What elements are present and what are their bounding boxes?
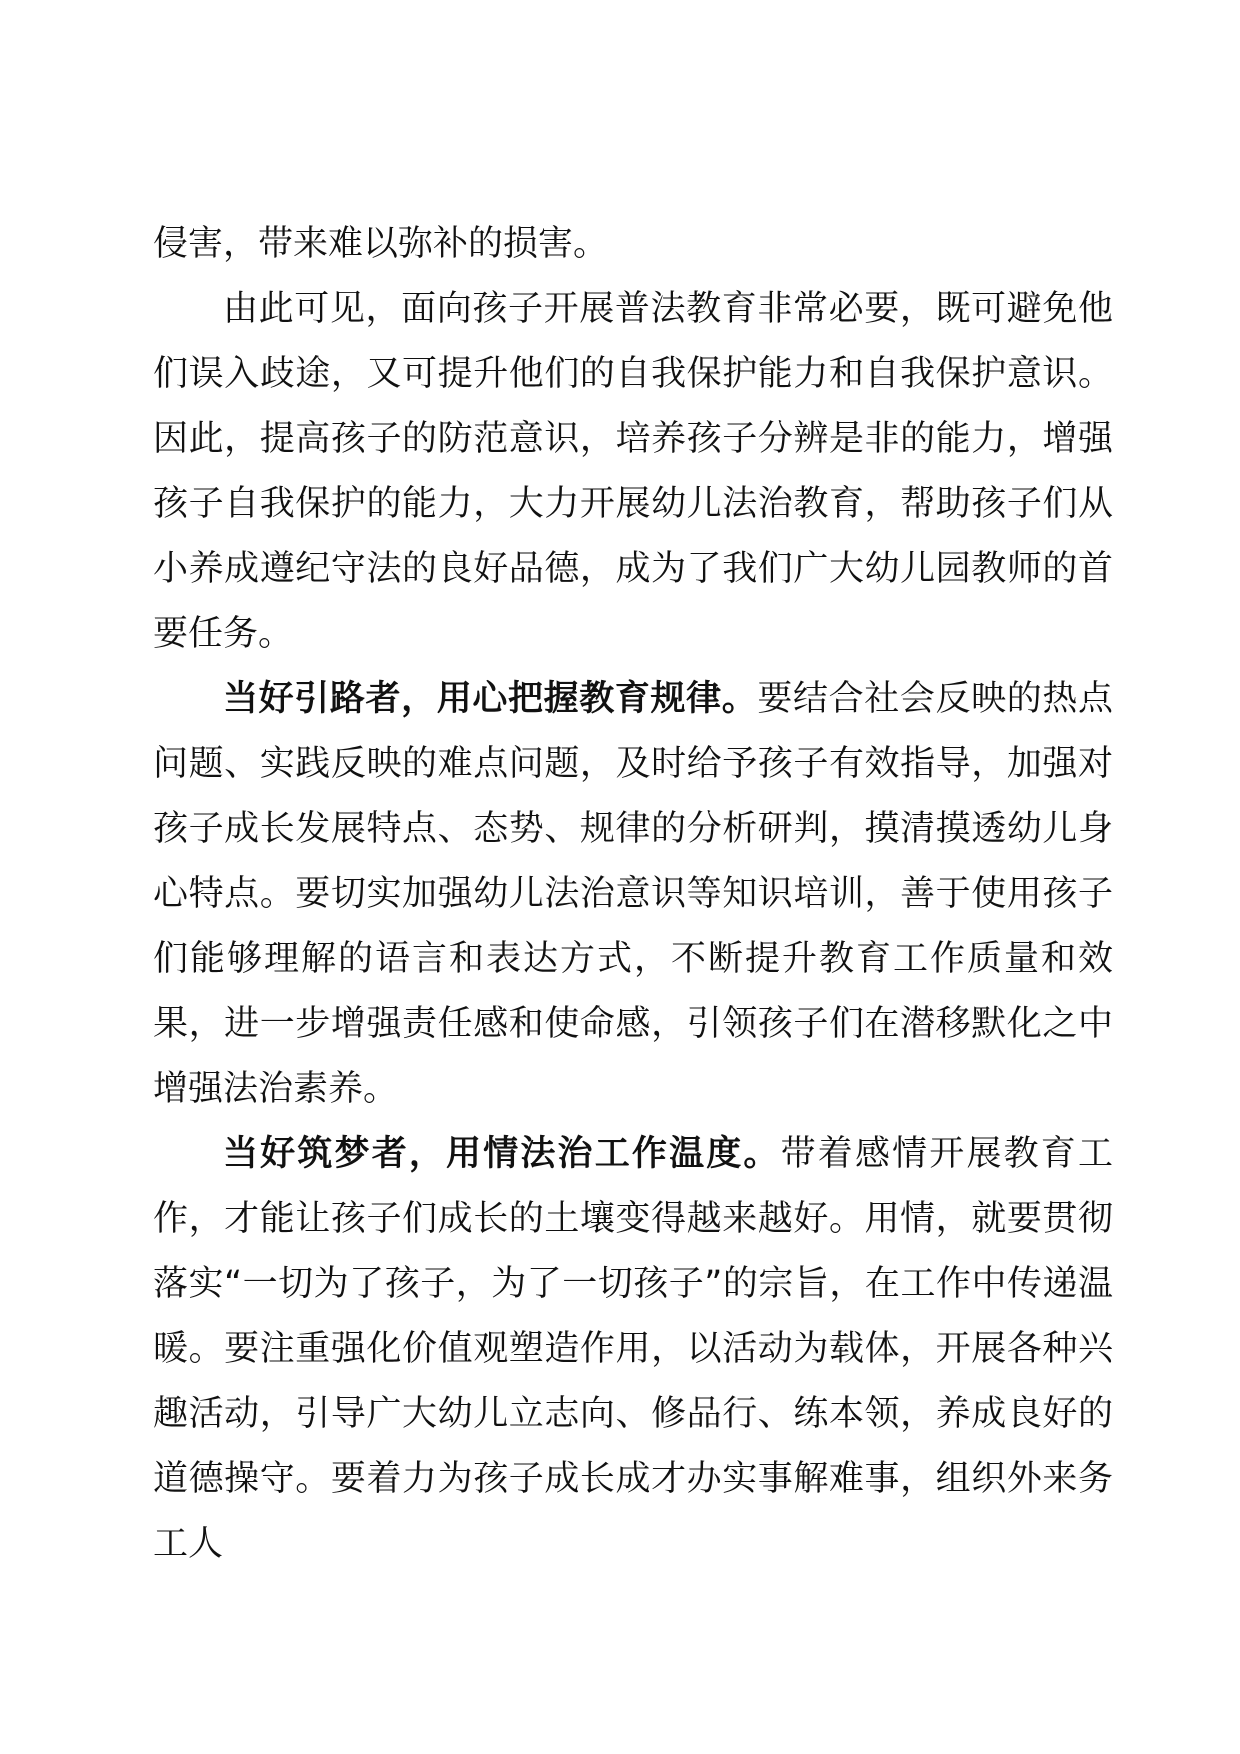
- paragraph-dream: [153, 1122, 1113, 1577]
- paragraph-text: 带着感情开展教育工作，才能让孩子们成长的土壤变得越来越好。用情，就要贯彻落实“一切为了孩子，为了一切孩子”的宗旨，在工作中传递温暖。要注重强化价值观塑造作用，以活动为载体，开展各种兴趣活动，引导广大幼儿立志向、修品行、练本领，养成良好的道德操守。要着力为孩子成长成才办实事解难事，组织外来务工人: [153, 1134, 1113, 1564]
- paragraph-text: 侵害，带来难以弥补的损害。: [153, 224, 609, 264]
- paragraph-continuation: [153, 212, 1113, 277]
- paragraph-necessity: [153, 277, 1113, 667]
- paragraph-text: 要结合社会反映的热点问题、实践反映的难点问题，及时给予孩子有效指导，加强对孩子成长发展特点、态势、规律的分析研判，摸清摸透幼儿身心特点。要切实加强幼儿法治意识等知识培训，善于使用孩子们能够理解的语言和表达方式，不断提升教育工作质量和效果，进一步增强责任感和使命感，引领孩子们在潜移默化之中增强法治素养。: [153, 679, 1113, 1109]
- document-body: [153, 212, 1113, 1577]
- paragraph-heading: 当好筑梦者，用情法治工作温度。: [223, 1134, 781, 1174]
- paragraph-heading: 当好引路者，用心把握教育规律。: [223, 679, 758, 719]
- paragraph-guide: [153, 667, 1113, 1122]
- paragraph-text: 由此可见，面向孩子开展普法教育非常必要，既可避免他们误入歧途，又可提升他们的自我保护能力和自我保护意识。因此，提高孩子的防范意识，培养孩子分辨是非的能力，增强孩子自我保护的能力，大力开展幼儿法治教育，帮助孩子们从小养成遵纪守法的良好品德，成为了我们广大幼儿园教师的首要任务。: [153, 289, 1113, 654]
